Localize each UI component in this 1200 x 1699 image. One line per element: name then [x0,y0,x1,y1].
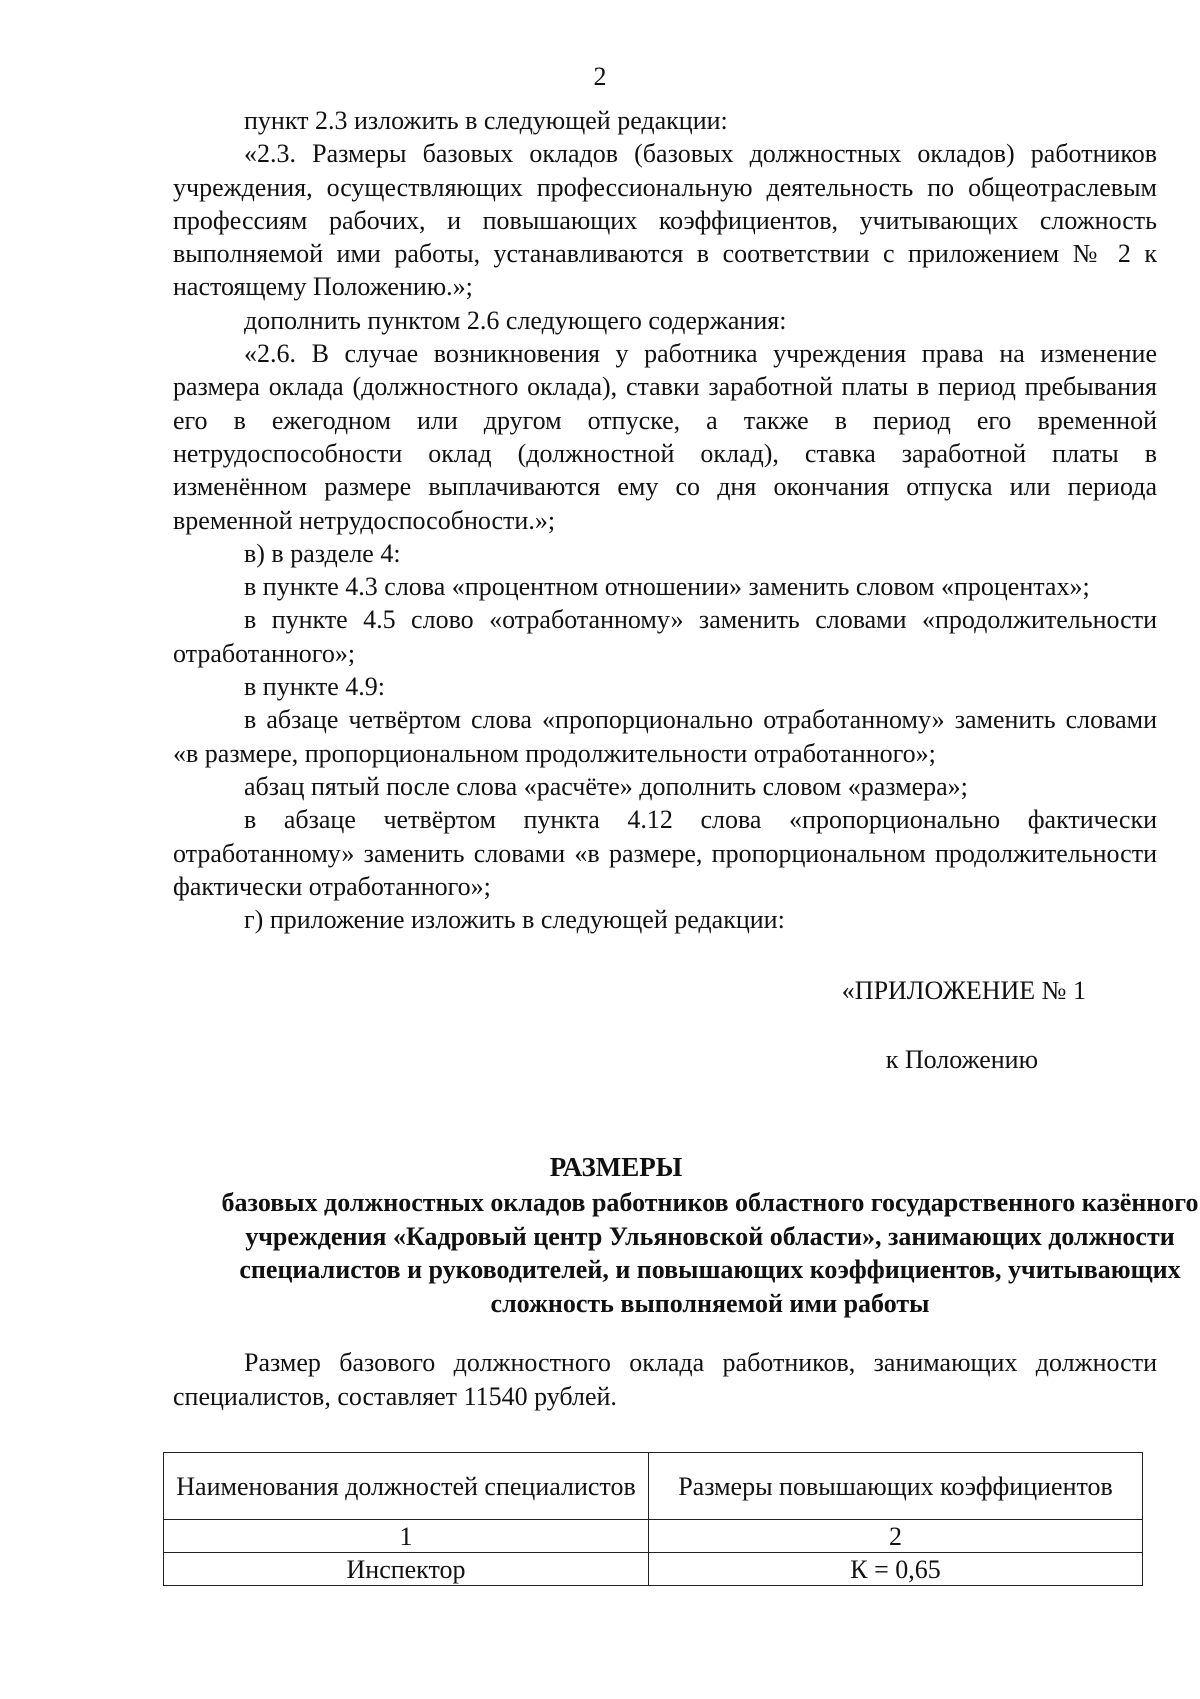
appendix-label: «ПРИЛОЖЕНИЕ № 1 [841,976,1086,1005]
body-paragraph: «2.3. Размеры базовых окладов (базовых должностных окладов) работников учреждения, осуществляющих профессиональную деятельность по общеотраслевым профессиям рабочих, и повышающих коэффициентов, учитывающих сложность выполняемой ими работы, устанавливаются в соответствии с приложением № 2 к настоящему Положению.»; [173,139,1157,302]
body-paragraph: дополнить пунктом 2.6 следующего содержания: [244,305,787,335]
table-cell: К = 0,65 [649,1553,1143,1586]
table-header-row [164,1453,1143,1520]
body-paragraph: г) приложение изложить в следующей редакции: [244,905,785,935]
body-paragraph: абзац пятый после слова «расчёте» дополнить словом «размера»; [244,771,968,801]
table-row [164,1553,1143,1586]
section-subtitle: базовых должностных окладов работников областного государственного казённого учреждения «Кадровый центр Ульяновской области», занимающих должности специалистов и руководителей, и повышающих коэффициентов, учитывающих сложность выполняемой ими работы [221,1188,1199,1318]
table-column-number: 1 [164,1520,649,1553]
table-header-cell: Размеры повышающих коэффициентов [649,1453,1143,1520]
body-paragraph: в абзаце четвёртом пункта 4.12 слова «пропорционально фактически отработанному» заменить словами «в размере, пропорциональном продолжительности фактически отработанного»; [173,805,1157,901]
body-paragraph: в пункте 4.5 слово «отработанному» заменить словами «продолжительности отработанного»; [173,605,1157,668]
salary-paragraph: Размер базового должностного оклада работников, занимающих должности специалистов, составляет 11540 рублей. [173,1348,1157,1411]
table-number-row [164,1520,1143,1553]
body-paragraph: «2.6. В случае возникновения у работника учреждения права на изменение размера оклада (должностного оклада), ставки заработной платы в период пребывания его в ежегодном или другом отпуске, а также в период его временной нетрудоспособности оклад (должностной оклад), ставка заработной платы в изменённом размере выплачиваются ему со дня окончания отпуска или периода временной нетрудоспособности.»; [173,339,1157,535]
body-paragraph: в пункте 4.9: [244,672,386,702]
body-paragraph: в) в разделе 4: [244,538,401,568]
table-header-cell: Наименования должностей специалистов [164,1453,649,1520]
body-paragraph: пункт 2.3 изложить в следующей редакции: [244,106,728,135]
section-title: РАЗМЕРЫ [549,1152,683,1182]
body-paragraph: в пункте 4.3 слова «процентном отношении» заменить словом «процентах»; [244,572,1090,602]
coefficients-table [163,1452,1143,1586]
salary-paragraph-block [173,1346,1157,1414]
table-column-number: 2 [649,1520,1143,1553]
appendix-reference: к Положению [885,1045,1038,1074]
page-number: 2 [593,62,607,91]
amendments-text [173,104,1157,936]
table-cell: Инспектор [164,1553,649,1586]
body-paragraph: в абзаце четвёртом слова «пропорционально отработанному» заменить словами «в размере, пропорциональном продолжительности отработанного»; [173,705,1157,768]
